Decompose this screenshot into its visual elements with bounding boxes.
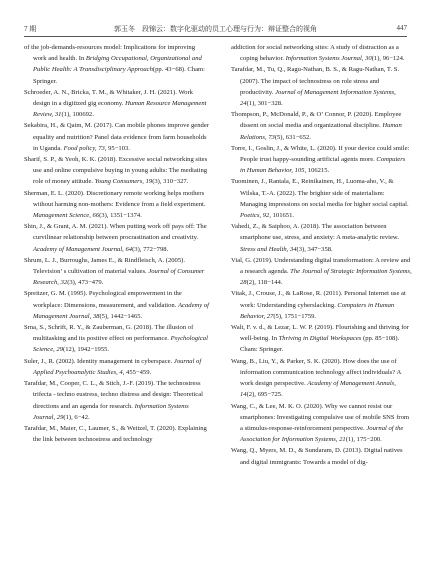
reference-text: (2), 118−144.	[246, 279, 283, 287]
reference-source: Journal of Management Information Systems, 24	[240, 88, 396, 108]
reference-entry	[24, 288, 209, 322]
reference-text: Thompson, P., McDonald, P., & O’ Connor, P. (2020). Employee dissent on social media and organizational discipline.	[231, 111, 402, 130]
reference-source: Bridging Occupational, Organizational and Public Health: A Transdisciplinary Approach	[33, 55, 202, 74]
reference-entry	[231, 288, 412, 322]
reference-text: Sharif, S. P., & Yeoh, K. K. (2018). Excessive social networking sites use and online compulsive buying in young adults: The mediating role of money attitude.	[24, 156, 208, 186]
reference-text: Wang, B., Liu, Y., & Parker, S. K. (2020). How does the use of information communication technology affect individuals? A work design perspective.	[231, 357, 401, 388]
reference-source: Computers in Human Behavior, 105	[240, 156, 406, 175]
reference-text: Wang, Q., Myers, M. D., & Sundaram, D. (2013). Digital natives and digital immigrants: Towards a model of dig-	[231, 447, 403, 466]
reference-source: Academy of Management Annals, 14	[240, 380, 396, 399]
reference-source: Journal of the Association for Information Systems, 21	[240, 424, 404, 444]
reference-entry	[231, 109, 412, 143]
references-right-column	[231, 42, 412, 468]
reference-source: Human Resource Management Review, 31	[33, 100, 207, 119]
reference-text: Shrum, L. J., Burroughs, James E., & Rindfleisch, A. (2005). Television’ s cultivation of material values.	[24, 256, 185, 276]
reference-text: (5), 1751−1759.	[273, 312, 317, 320]
reference-source: Management Science, 66	[33, 212, 100, 220]
reference-text: Tarafdar, M., Maier, C., Laumer, S., & Weitzel, T. (2020). Explaining the link between technostress and technology	[24, 424, 207, 444]
reference-text: Sekabira, H., & Qaim, M. (2017). Can mobile phones improve gender equality and nutrition? Panel data evidence from farm households in Uganda.	[24, 122, 209, 152]
reference-text: Torre, I., Goslin, J., & White, L. (2020). If your device could smile: People trust happy-sounding artificial agents more.	[231, 144, 410, 164]
reference-entry	[231, 64, 412, 109]
reference-text: Sherman, E. L. (2020). Discretionary remote working helps mothers without harming non-mothers: Evidence from a field experiment.	[24, 189, 206, 208]
reference-source: Information Systems Journal, 29	[33, 402, 189, 421]
reference-text: (3), 310−327.	[152, 178, 189, 186]
reference-text: Tuominen, J., Rantala, E., Reinikainen, H., Luoma-aho, V., & Wilska, T.-A. (2022). The brighter side of materialism: Managing impressions on social media for higher social capital.	[231, 178, 409, 208]
reference-entry	[231, 221, 412, 255]
header-rule	[24, 36, 407, 37]
reference-text: , 455−459.	[122, 368, 152, 376]
reference-text: (3), 473−479.	[67, 279, 104, 287]
reference-source: Thriving in Digital Workspaces	[278, 335, 362, 343]
reference-entry	[231, 176, 412, 221]
reference-source: Academy of Management Journal, 64	[33, 245, 133, 253]
reference-text: Schroeder, A. N., Bricka, T. M., & Whitaker, J. H. (2021). Work design in a digitized gig economy.	[24, 88, 193, 108]
reference-source: Young Consumers, 19	[94, 178, 153, 186]
reference-text: (3), 1351−1374.	[99, 212, 142, 220]
reference-text: of the job-demands-resources model: Implications for improving work and health. In	[24, 44, 196, 63]
reference-source: Psychological Science, 29	[33, 335, 208, 354]
reference-entry	[24, 87, 209, 121]
reference-text: Tarafdar, M., Tu, Q., Ragu-Nathan, B. S., & Ragu-Nathan, T. S. (2007). The impact of technostress on role stress and productivity.	[231, 66, 400, 96]
reference-text: Spreitzer, G. M. (1995). Psychological empowerment in the workplace: Dimensions, measurement, and validation.	[24, 290, 182, 309]
reference-text: addiction for social networking sites: A study of distraction as a coping behavior.	[231, 44, 399, 63]
reference-entry	[24, 42, 209, 87]
reference-text: (pp. 43−68). Cham: Springer.	[33, 66, 205, 85]
reference-text: Vitak, J., Crouse, J., & LaRose, R. (2011). Personal Internet use at work: Understanding cyberslacking.	[231, 290, 406, 309]
reference-text: (5), 631−652.	[274, 133, 311, 141]
reference-entry	[231, 356, 412, 401]
reference-entry	[24, 120, 209, 154]
reference-text: Shin, J., & Grant, A. M. (2021). When putting work off pays off: The curvilinear relationship between procrastination and creativity.	[24, 223, 207, 242]
reference-text: , 101651.	[269, 212, 295, 220]
reference-text: (pp. 85−108). Cham: Springer.	[240, 335, 400, 354]
references-left-column	[24, 42, 209, 445]
reference-source: Poetics, 92	[240, 212, 270, 220]
reference-source: Human Relations, 73	[240, 122, 402, 141]
page-number: 447	[396, 24, 407, 32]
reference-entry	[24, 255, 209, 289]
reference-entry	[231, 42, 412, 64]
reference-entry	[24, 423, 209, 445]
reference-text: (1), 96−124.	[371, 55, 405, 63]
reference-entry	[24, 221, 209, 255]
reference-text: (1), 6−42.	[63, 413, 90, 421]
reference-source: Journal of Applied Psychoanalytic Studies, 4	[33, 357, 202, 376]
reference-text: (1), 100692.	[61, 111, 94, 119]
reference-entry	[231, 255, 412, 289]
reference-source: Journal of Consumer Research, 32	[33, 268, 205, 287]
reference-entry	[24, 188, 209, 222]
reference-entry	[231, 445, 412, 467]
reference-text: Suler, J., R. (2002). Identity management in cyberspace.	[24, 357, 174, 365]
reference-text: Srna, S., Schrift, R. Y., & Zauberman, G. (2018). The illusion of multitasking and its positive effect on performance.	[24, 324, 194, 343]
reference-text: (2), 695−725.	[246, 391, 283, 399]
reference-text: (1), 175−200.	[345, 436, 382, 444]
reference-source: Stress and Health, 34	[240, 245, 297, 253]
issue-number: 7 期	[24, 25, 37, 33]
reference-entry	[231, 401, 412, 446]
reference-source: Computers in Human Behavior, 27	[240, 301, 395, 320]
reference-text: (3), 772−798.	[132, 245, 169, 253]
reference-source: The Journal of Strategic Information Systems, 28	[240, 268, 412, 287]
reference-source: Academy of Management Journal, 38	[33, 301, 209, 320]
reference-text: (5), 1442−1465.	[99, 312, 143, 320]
reference-text: Vial, G. (2019). Understanding digital transformation: A review and a research agenda.	[231, 256, 411, 276]
reference-text: , 106215.	[304, 167, 330, 175]
reference-text: Walt, F. v. d., & Lezar, L. W. P. (2019). Flourishing and thriving for well-being. In	[231, 324, 409, 343]
reference-source: Information Systems Journal, 30	[285, 55, 372, 63]
reference-entry	[24, 378, 209, 423]
reference-text: (1), 301−328.	[246, 100, 283, 108]
reference-entry	[24, 154, 209, 188]
reference-text: , 95−103.	[104, 144, 130, 152]
reference-text: (3), 347−358.	[296, 245, 333, 253]
reference-text: Vahedi, Z., & Saiphoo, A. (2018). The association between smartphone use, stress, and anxiety: A meta-analytic review.	[231, 223, 399, 242]
reference-entry	[24, 356, 209, 378]
reference-text: Tarafdar, M., Cooper, C. L., & Stich, J.-F. (2019). The technostress trifecta - techno eustress, techno distress and design: Theoretical directions and an agenda for research.	[24, 380, 203, 410]
reference-entry	[24, 322, 209, 356]
reference-text: (12), 1942−1955.	[63, 346, 110, 354]
reference-text: Wang, C., & Lee, M. K. O. (2020). Why we cannot resist our smartphones: Investigating compulsive use of mobile SNS from a stimulus-response-reinforcement perspective.	[231, 402, 410, 432]
running-title: 郭玉冬 段锦云：数字化驱动的员工心理与行为：辩证整合的视角	[114, 25, 317, 33]
reference-source: Food policy, 73	[63, 144, 105, 152]
reference-entry	[231, 143, 412, 177]
reference-entry	[231, 322, 412, 356]
